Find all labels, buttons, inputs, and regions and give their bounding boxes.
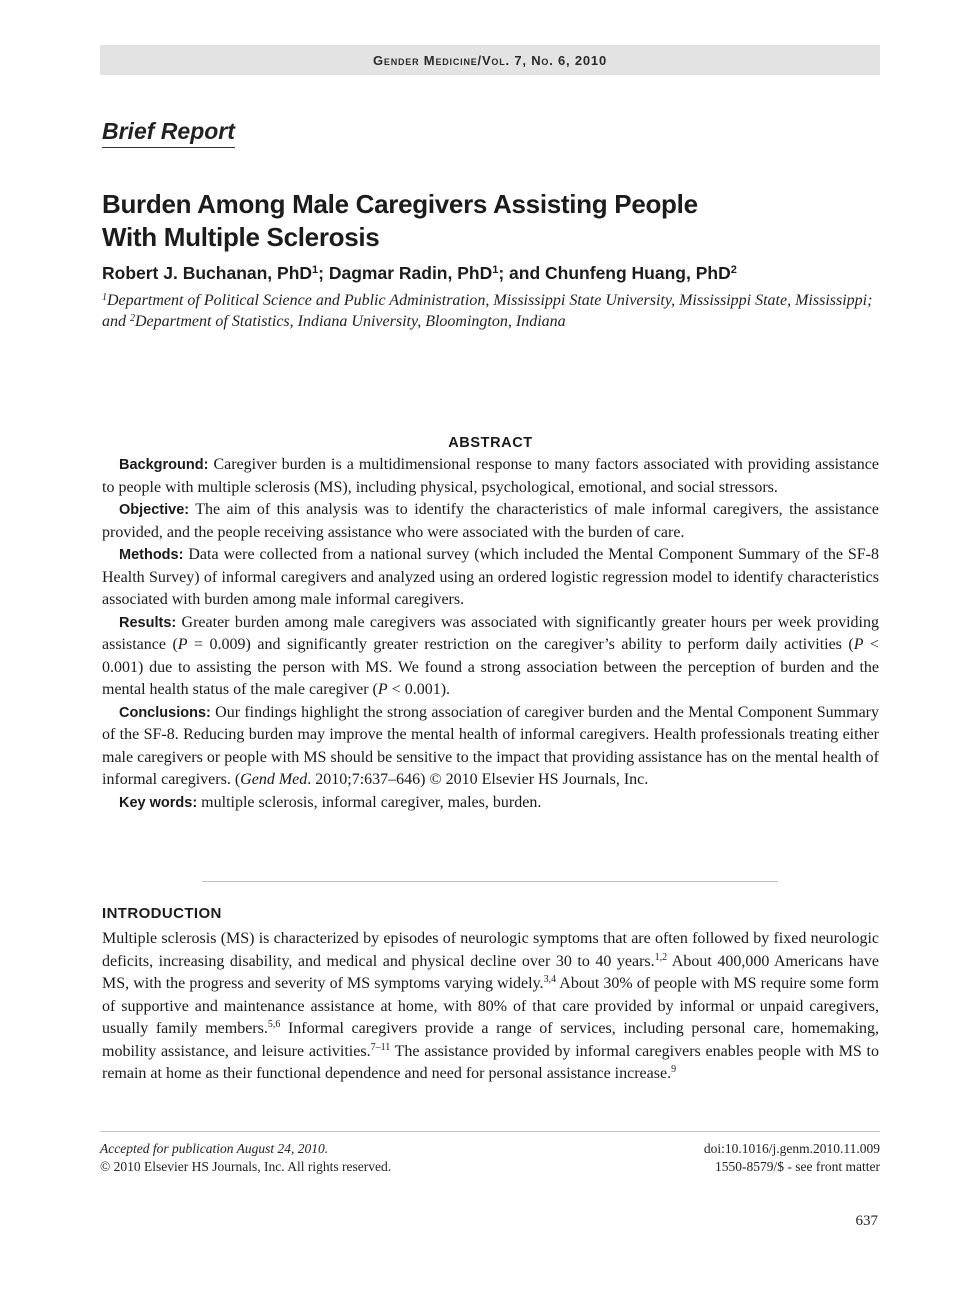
abstract-conclusions [102, 702, 879, 792]
section-text: Our findings highlight the strong association of caregiver burden and the Mental Component Summary of the SF-8. Reducing burden may improve the mental health of informal caregivers. Health professionals treating either male caregivers or people with MS should be sensitive to the impact that providing assistance has on the mental health of informal caregivers. ( [102, 703, 879, 788]
issn: 1550-8579/$ - see front matter [715, 1159, 880, 1174]
abstract-heading: ABSTRACT [448, 435, 533, 451]
p-value-symbol: P [853, 636, 864, 653]
section-label: Methods: [119, 547, 184, 563]
p-value-symbol: P [177, 636, 188, 653]
affiliation-mark: 1 [102, 292, 107, 303]
author-separator: ; [318, 263, 329, 283]
section-text: < 0.001) due to assisting the person with MS. We found a strong association between the perception of burden and the mental health status of the male caregiver ( [102, 636, 880, 698]
title-line-1: Burden Among Male Caregivers Assisting People [102, 189, 698, 219]
copyright-notice: © 2010 Elsevier HS Journals, Inc. All rights reserved. [100, 1159, 392, 1174]
abstract-keywords [102, 792, 879, 815]
doi[interactable]: doi:10.1016/j.genm.2010.11.009 [703, 1141, 880, 1156]
section-text: multiple sclerosis, informal caregiver, males, burden. [197, 793, 542, 811]
journal-header [100, 45, 880, 75]
citation-ref[interactable]: 1,2 [654, 951, 668, 963]
author-affiliation-mark: 1 [312, 264, 319, 276]
introduction-paragraph [102, 928, 879, 1086]
citation-ref[interactable]: 7–11 [370, 1041, 391, 1053]
section-label: Key words: [119, 794, 198, 811]
abstract-results [102, 612, 879, 702]
section-text: = 0.009) and significantly greater restriction on the caregiver’s ability to perform daily activities ( [187, 636, 854, 653]
footer-rule [100, 1131, 880, 1132]
article-title [102, 188, 802, 254]
footer-right [704, 1140, 880, 1176]
section-text: . 2010;7:637–646) © 2010 Elsevier HS Journals, Inc. [307, 771, 649, 788]
intro-text: About 400,000 Americans have MS, with the progress and severity of MS symptoms varying widely. [102, 952, 879, 992]
abstract-background [102, 454, 879, 499]
section-text: Caregiver burden is a multidimensional response to many factors associated with providing assistance to people with multiple sclerosis (MS), including physical, psychological, emotional, and social stressors. [102, 456, 879, 496]
title-line-2: With Multiple Sclerosis [102, 222, 380, 252]
section-label: Results: [119, 614, 177, 631]
footer-left [100, 1140, 391, 1176]
journal-abbrev: Gend Med [240, 771, 308, 788]
abstract [102, 432, 879, 814]
abstract-methods [102, 544, 879, 612]
author-affiliation-mark: 2 [730, 264, 737, 276]
abstract-objective [102, 499, 879, 544]
section-label: Conclusions: [119, 704, 211, 721]
citation-ref[interactable]: 3,4 [543, 974, 557, 985]
page-number: 637 [855, 1213, 878, 1229]
author-affiliation-mark: 1 [492, 264, 499, 276]
section-divider [202, 881, 778, 882]
section-text: Greater burden among male caregivers was associated with significantly greater hours per week providing assistance ( [102, 613, 879, 653]
author-list [102, 263, 882, 284]
citation-ref[interactable]: 9 [671, 1064, 677, 1075]
author-name: Robert J. Buchanan, PhD [102, 263, 313, 283]
accepted-date: Accepted for publication August 24, 2010. [100, 1141, 329, 1156]
journal-citation: Gender Medicine/Vol. 7, No. 6, 2010 [372, 53, 607, 68]
affiliations [102, 290, 882, 332]
author-name: Chunfeng Huang, PhD [545, 263, 731, 283]
intro-text: The assistance provided by informal caregivers enables people with MS to remain at home as their functional dependence and need for personal assistance increase. [102, 1042, 879, 1082]
affiliation-mark: 2 [130, 313, 135, 324]
affiliation-text: Department of Statistics, Indiana University, Bloomington, Indiana [135, 313, 566, 330]
section-text: The aim of this analysis was to identify the characteristics of male informal caregivers, the assistance provided, and the people receiving assistance who were associated with the burden of care. [102, 501, 879, 541]
p-value-symbol: P [377, 681, 388, 698]
section-label: Background: [119, 457, 209, 473]
author-separator: ; and [498, 263, 546, 283]
affiliation-text: Department of Political Science and Public Administration, Mississippi State University, Mississippi State, Mississippi; and [102, 292, 873, 330]
article-type: Brief Report [102, 118, 235, 148]
introduction-heading: INTRODUCTION [102, 905, 222, 922]
intro-text: Multiple sclerosis (MS) is characterized by episodes of neurologic symptoms that are often followed by fixed neurologic deficits, increasing disability, and medical and physical decline over 30 to 40 years. [102, 930, 879, 970]
citation-ref[interactable]: 5,6 [267, 1019, 281, 1030]
intro-text: About 30% of people with MS require some form of supportive and maintenance assistance at home, with 80% of that care provided by informal or unpaid caregivers, usually family members. [102, 975, 880, 1037]
author-name: Dagmar Radin, PhD [328, 263, 493, 283]
intro-text: Informal caregivers provide a range of services, including personal care, homemaking, mobility assistance, and leisure activities. [102, 1020, 879, 1060]
section-text: Data were collected from a national survey (which included the Mental Component Summary of the SF-8 Health Survey) of informal caregivers and analyzed using an ordered logistic regression model to identify characteristics associated with burden among male informal caregivers. [102, 546, 879, 608]
section-text: < 0.001). [387, 681, 451, 698]
section-label: Objective: [119, 502, 190, 518]
